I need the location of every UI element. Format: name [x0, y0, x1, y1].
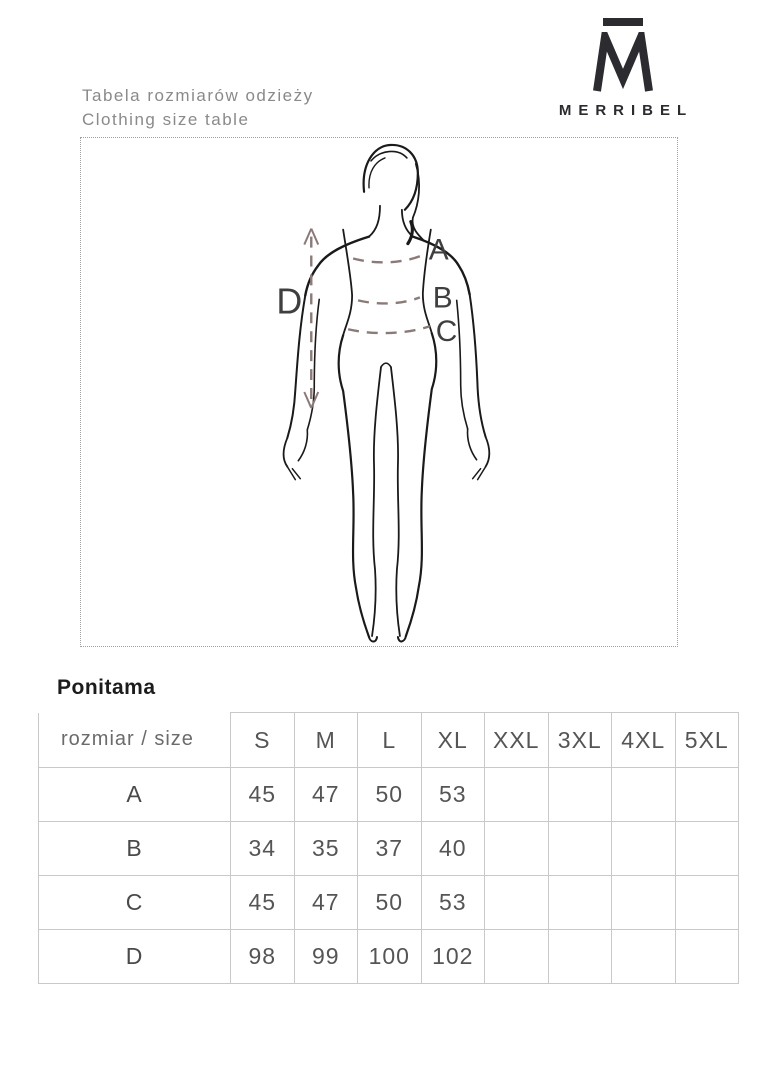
row-label-d: D	[39, 930, 231, 984]
col-header-3xl: 3XL	[548, 713, 612, 768]
page-title-english: Clothing size table	[82, 110, 250, 129]
size-table	[38, 712, 739, 984]
table-row-d	[39, 930, 739, 984]
row-label-c: C	[39, 876, 231, 930]
measure-label-a: A	[428, 233, 449, 267]
size-table-header-row	[39, 713, 739, 768]
page-title	[82, 84, 314, 132]
page-title-polish: Tabela rozmiarów odzieży	[82, 86, 314, 105]
cell-c-4xl	[612, 876, 676, 930]
col-header-s: S	[231, 713, 295, 768]
cell-a-4xl	[612, 768, 676, 822]
col-header-5xl: 5XL	[675, 713, 739, 768]
col-header-4xl: 4XL	[612, 713, 676, 768]
bust-measure-line	[353, 256, 422, 263]
cell-a-5xl	[675, 768, 739, 822]
cell-b-xxl	[485, 822, 549, 876]
cell-d-5xl	[675, 930, 739, 984]
cell-d-l: 100	[358, 930, 422, 984]
row-label-b: B	[39, 822, 231, 876]
cell-a-xxl	[485, 768, 549, 822]
cell-a-3xl	[548, 768, 612, 822]
hip-measure-line	[348, 326, 430, 333]
row-label-a: A	[39, 768, 231, 822]
cell-b-3xl	[548, 822, 612, 876]
measure-label-c: C	[435, 315, 458, 349]
col-header-xl: XL	[421, 713, 485, 768]
logo-m-icon	[592, 32, 654, 94]
figure-head	[364, 145, 424, 244]
col-header-m: M	[294, 713, 358, 768]
cell-d-xl: 102	[421, 930, 485, 984]
size-guide-figure-box	[80, 137, 678, 647]
figure-neck	[369, 206, 413, 237]
brand-logo	[545, 18, 700, 119]
cell-c-5xl	[675, 876, 739, 930]
cell-d-4xl	[612, 930, 676, 984]
cell-b-4xl	[612, 822, 676, 876]
brand-name: MERRIBEL	[558, 102, 694, 119]
cell-c-3xl	[548, 876, 612, 930]
cell-c-s: 45	[231, 876, 295, 930]
cell-c-m: 47	[294, 876, 358, 930]
col-header-l: L	[358, 713, 422, 768]
length-measure-arrow	[304, 229, 318, 408]
cell-b-xl: 40	[421, 822, 485, 876]
figure-torso	[343, 230, 432, 336]
cell-d-xxl	[485, 930, 549, 984]
measure-label-d: D	[276, 281, 303, 322]
cell-a-xl: 53	[421, 768, 485, 822]
cell-b-l: 37	[358, 822, 422, 876]
cell-c-l: 50	[358, 876, 422, 930]
cell-b-s: 34	[231, 822, 295, 876]
figure-legs	[339, 333, 437, 641]
cell-a-l: 50	[358, 768, 422, 822]
cell-c-xl: 53	[421, 876, 485, 930]
table-row-c	[39, 876, 739, 930]
cell-c-xxl	[485, 876, 549, 930]
cell-a-m: 47	[294, 768, 358, 822]
measure-label-b: B	[432, 281, 453, 315]
cell-b-m: 35	[294, 822, 358, 876]
cell-b-5xl	[675, 822, 739, 876]
table-row-b	[39, 822, 739, 876]
cell-a-s: 45	[231, 768, 295, 822]
col-header-xxl: XXL	[485, 713, 549, 768]
figure-arms	[284, 237, 490, 480]
cell-d-3xl	[548, 930, 612, 984]
size-table-row-header: rozmiar / size	[39, 713, 231, 768]
table-row-a	[39, 768, 739, 822]
cell-d-m: 99	[294, 930, 358, 984]
waist-measure-line	[358, 297, 420, 303]
logo-bar-icon	[603, 18, 643, 26]
product-name: Ponitama	[57, 676, 156, 699]
cell-d-s: 98	[231, 930, 295, 984]
body-measurement-illustration	[81, 138, 677, 646]
